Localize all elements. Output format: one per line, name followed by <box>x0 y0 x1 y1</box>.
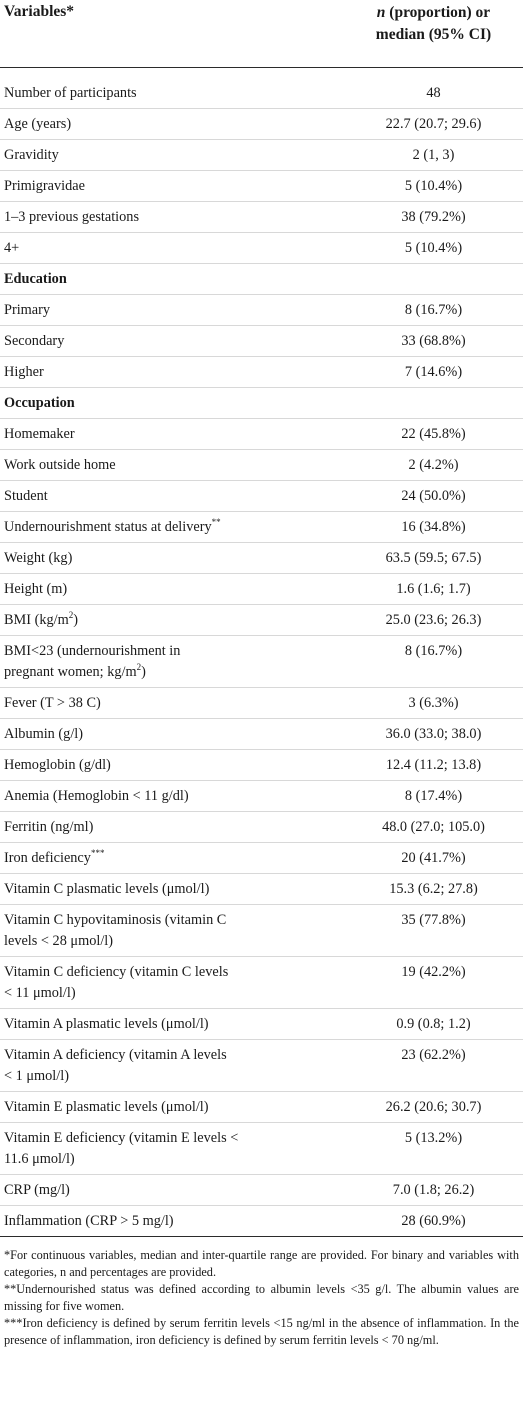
table-row <box>0 109 523 140</box>
table-row <box>0 326 523 357</box>
value-cell: 48 <box>426 85 441 101</box>
value-cell: 15.3 (6.2; 27.8) <box>389 881 478 897</box>
value-cell <box>355 264 512 294</box>
variable-label <box>0 388 355 418</box>
variable-label <box>0 140 355 170</box>
table-row <box>0 357 523 388</box>
table-row <box>0 78 523 109</box>
label-text: Primigravidae <box>4 178 85 194</box>
variable-label <box>0 512 355 542</box>
label-text: 4+ <box>4 240 20 256</box>
value-cell: 2 (1, 3) <box>412 147 455 163</box>
header-proportion: (proportion) or <box>385 4 491 21</box>
section-row <box>0 264 523 295</box>
label-suffix: ) <box>141 664 146 680</box>
section-row <box>0 388 523 419</box>
label-text: BMI<23 (undernourishment in <box>4 643 181 659</box>
variable-label <box>0 1092 355 1122</box>
label-text: Albumin (g/l) <box>4 726 84 742</box>
label-text: Height (m) <box>4 581 68 597</box>
label-superscript: 2 <box>136 662 142 673</box>
value-cell: 12.4 (11.2; 13.8) <box>385 757 482 773</box>
variable-label <box>0 688 355 718</box>
header-n: n <box>376 4 386 21</box>
table-row <box>0 481 523 512</box>
variable-label <box>0 574 355 604</box>
label-text: Number of participants <box>4 85 137 101</box>
variable-label <box>0 957 355 1008</box>
variable-label <box>0 874 355 904</box>
label-text: Vitamin C deficiency (vitamin C levels <box>4 964 229 980</box>
label-text: 1–3 previous gestations <box>4 209 140 225</box>
value-cell: 5 (10.4%) <box>404 178 463 194</box>
label-text: Vitamin A plasmatic levels (μmol/l) <box>4 1016 209 1032</box>
value-cell: 7 (14.6%) <box>404 364 463 380</box>
table-header <box>0 0 523 68</box>
label-text: Hemoglobin (g/dl) <box>4 757 111 773</box>
label-text: Vitamin C plasmatic levels (μmol/l) <box>4 881 210 897</box>
value-cell: 33 (68.8%) <box>401 333 466 349</box>
value-cell <box>355 388 512 418</box>
label-text: Higher <box>4 364 44 380</box>
label-text: Work outside home <box>4 457 116 473</box>
variable-label <box>0 78 355 108</box>
footnote: *For continuous variables, median and inter-quartile range are provided. For binary and variables with categories, n and percentages are provided. <box>4 1248 519 1279</box>
value-cell: 36.0 (33.0; 38.0) <box>385 726 482 742</box>
table-row <box>0 1009 523 1040</box>
variable-label <box>0 326 355 356</box>
value-cell: 25.0 (23.6; 26.3) <box>385 612 482 628</box>
label-text: Education <box>4 271 67 287</box>
label-text: Gravidity <box>4 147 59 163</box>
label-text: CRP (mg/l) <box>4 1182 70 1198</box>
label-superscript: *** <box>90 848 105 859</box>
value-cell: 16 (34.8%) <box>401 519 466 535</box>
label-text: Vitamin E deficiency (vitamin E levels < <box>4 1130 239 1146</box>
value-cell: 7.0 (1.8; 26.2) <box>392 1182 475 1198</box>
table-row <box>0 295 523 326</box>
table-row <box>0 688 523 719</box>
value-cell: 8 (16.7%) <box>404 302 463 318</box>
table-row <box>0 543 523 574</box>
variable-label <box>0 1175 355 1205</box>
table-footnotes <box>0 1237 523 1349</box>
variable-label <box>0 1206 355 1236</box>
label-suffix: ) <box>73 612 78 628</box>
table-row <box>0 171 523 202</box>
variable-label <box>0 171 355 201</box>
value-cell: 20 (41.7%) <box>401 850 466 866</box>
table-row <box>0 1092 523 1123</box>
header-variables: Variables* <box>4 3 75 20</box>
variable-label <box>0 109 355 139</box>
table-row <box>0 781 523 812</box>
variable-label <box>0 719 355 749</box>
label-text: Age (years) <box>4 116 72 132</box>
header-median: median (95% CI) <box>375 26 492 43</box>
value-cell: 3 (6.3%) <box>408 695 459 711</box>
variable-label <box>0 750 355 780</box>
label-text: Weight (kg) <box>4 550 73 566</box>
value-cell: 23 (62.2%) <box>401 1047 466 1063</box>
label-text: Vitamin E plasmatic levels (μmol/l) <box>4 1099 209 1115</box>
label-superscript: ** <box>211 517 221 528</box>
variable-label <box>0 843 355 873</box>
label-text: Occupation <box>4 395 75 411</box>
table-row <box>0 605 523 636</box>
variable-label <box>0 450 355 480</box>
value-cell: 1.6 (1.6; 1.7) <box>396 581 471 597</box>
table-row <box>0 202 523 233</box>
table-row <box>0 812 523 843</box>
variable-label <box>0 543 355 573</box>
table-row <box>0 140 523 171</box>
label-text: Primary <box>4 302 51 318</box>
variable-label <box>0 1040 355 1091</box>
variable-label <box>0 812 355 842</box>
table-row <box>0 957 523 1009</box>
label-text-line2: < 1 μmol/l) <box>4 1068 69 1084</box>
value-cell: 26.2 (20.6; 30.7) <box>385 1099 482 1115</box>
table-row <box>0 233 523 264</box>
label-text-line2: levels < 28 μmol/l) <box>4 933 114 949</box>
variable-label <box>0 202 355 232</box>
variable-label <box>0 781 355 811</box>
footnote: **Undernourished status was defined according to albumin levels <35 g/l. The albumin values are missing for five women. <box>4 1282 519 1313</box>
value-cell: 2 (4.2%) <box>408 457 459 473</box>
label-text: Undernourishment status at delivery <box>4 519 212 535</box>
value-cell: 48.0 (27.0; 105.0) <box>382 819 485 835</box>
label-text: Vitamin C hypovitaminosis (vitamin C <box>4 912 227 928</box>
label-text: Vitamin A deficiency (vitamin A levels <box>4 1047 227 1063</box>
table-row <box>0 512 523 543</box>
variable-label <box>0 1123 355 1174</box>
variable-label <box>0 295 355 325</box>
table-row <box>0 636 523 688</box>
value-cell: 8 (17.4%) <box>404 788 463 804</box>
table-row <box>0 719 523 750</box>
table-row <box>0 1040 523 1092</box>
label-text: BMI (kg/m <box>4 612 69 628</box>
table-row <box>0 843 523 874</box>
variable-label <box>0 419 355 449</box>
value-cell: 5 (13.2%) <box>404 1130 463 1146</box>
table-row <box>0 750 523 781</box>
variable-label <box>0 636 355 687</box>
table-row <box>0 1175 523 1206</box>
value-cell: 5 (10.4%) <box>404 240 463 256</box>
table-row <box>0 1206 523 1237</box>
table-row <box>0 874 523 905</box>
value-cell: 28 (60.9%) <box>401 1213 466 1229</box>
label-superscript: 2 <box>68 610 74 621</box>
variable-label <box>0 905 355 956</box>
value-cell: 35 (77.8%) <box>401 912 466 928</box>
variable-label <box>0 264 355 294</box>
table-row <box>0 574 523 605</box>
table-body <box>0 68 523 1237</box>
value-cell: 0.9 (0.8; 1.2) <box>396 1016 471 1032</box>
table-row <box>0 905 523 957</box>
label-text: Student <box>4 488 48 504</box>
label-text: Ferritin (ng/ml) <box>4 819 94 835</box>
footnote: ***Iron deficiency is defined by serum ferritin levels <15 ng/ml in the absence of inflammation. In the presence of inflammation, iron deficiency is defined by serum ferritin levels < 70 ng/ml. <box>4 1316 519 1347</box>
value-cell: 19 (42.2%) <box>401 964 466 980</box>
label-text-line2: < 11 μmol/l) <box>4 985 76 1001</box>
header-statistic <box>355 2 512 46</box>
label-text: Fever (T > 38 C) <box>4 695 101 711</box>
label-text: Anemia (Hemoglobin < 11 g/dl) <box>4 788 189 804</box>
label-text: Inflammation (CRP > 5 mg/l) <box>4 1213 174 1229</box>
label-text-line2: pregnant women; kg/m <box>4 664 137 680</box>
value-cell: 22.7 (20.7; 29.6) <box>385 116 482 132</box>
value-cell: 38 (79.2%) <box>401 209 466 225</box>
value-cell: 63.5 (59.5; 67.5) <box>385 550 482 566</box>
value-cell: 24 (50.0%) <box>401 488 466 504</box>
label-text: Homemaker <box>4 426 75 442</box>
label-text: Secondary <box>4 333 65 349</box>
label-text: Iron deficiency <box>4 850 91 866</box>
variable-label <box>0 605 355 635</box>
table-row <box>0 450 523 481</box>
table-row <box>0 1123 523 1175</box>
variable-label <box>0 233 355 263</box>
variable-label <box>0 357 355 387</box>
variable-label <box>0 1009 355 1039</box>
variable-label <box>0 481 355 511</box>
value-cell: 8 (16.7%) <box>404 643 463 659</box>
label-text-line2: 11.6 μmol/l) <box>4 1151 75 1167</box>
table-row <box>0 419 523 450</box>
value-cell: 22 (45.8%) <box>401 426 466 442</box>
